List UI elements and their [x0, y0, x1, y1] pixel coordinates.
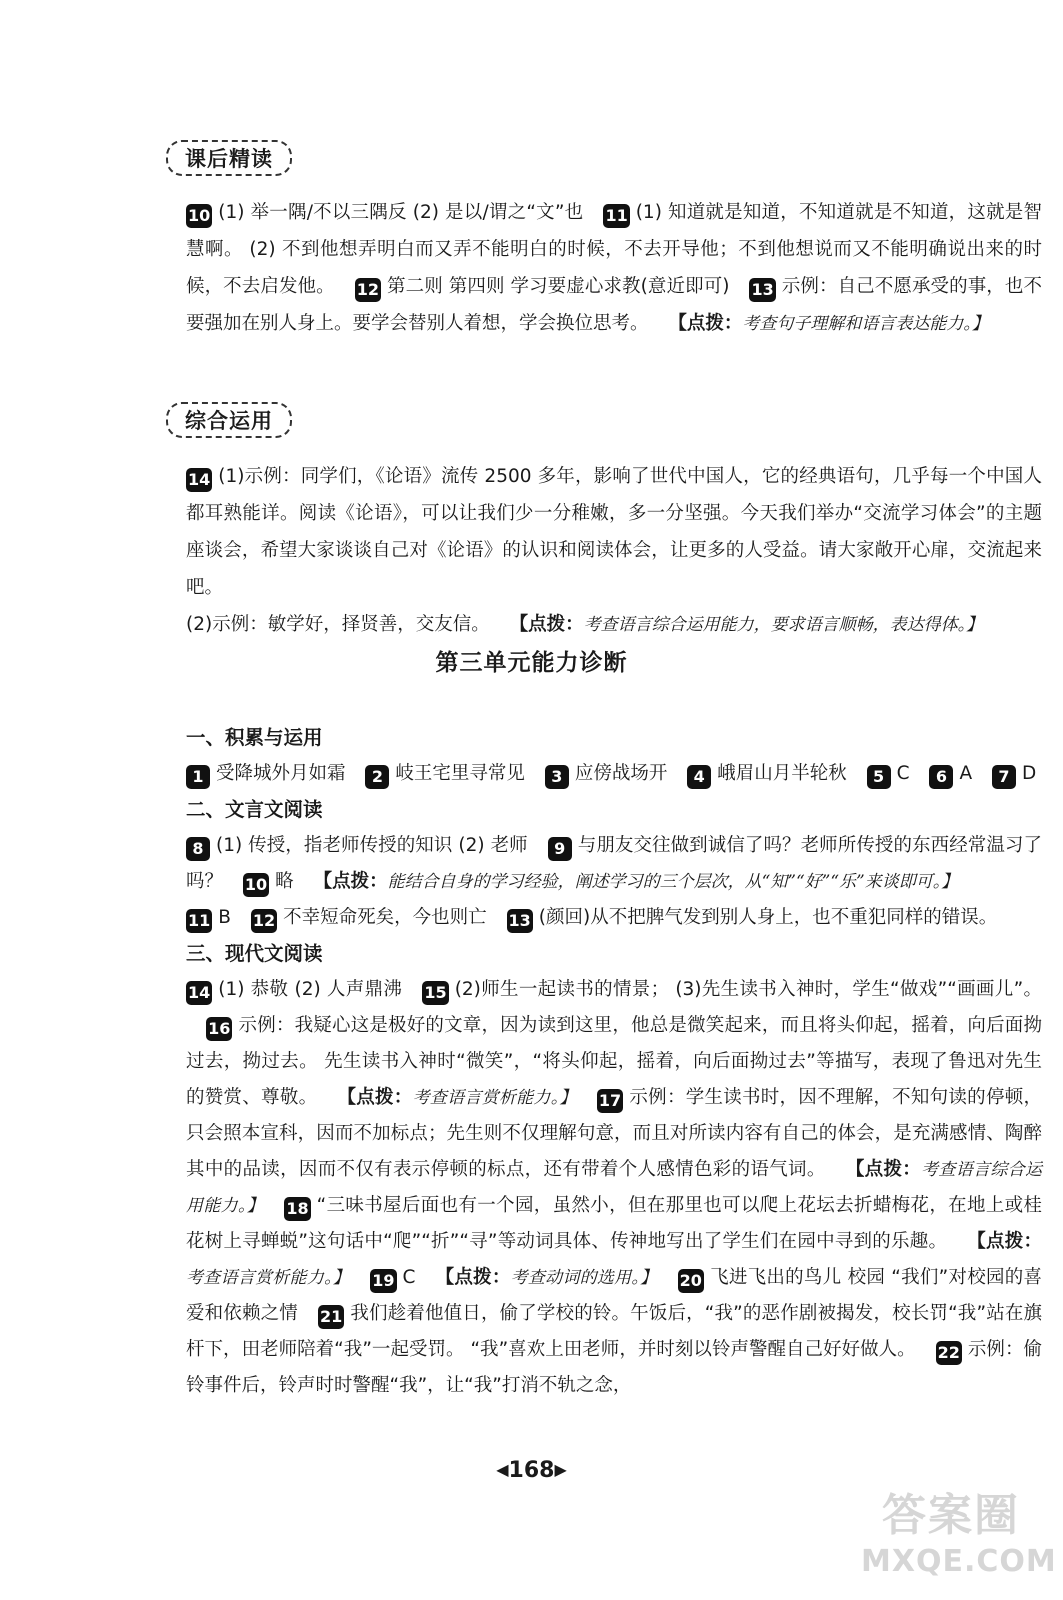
part1-answers	[186, 756, 1042, 792]
hint-label: 【点拨：	[337, 1087, 413, 1108]
hint-text: 考查语言赏析能力。】	[186, 1268, 351, 1288]
question-badge: 13	[507, 909, 533, 933]
answer-text: (2)示例：敏学好，择贤善，交友信。	[186, 614, 490, 635]
answer-text: 示例：学生读书时，因不理解，不知句读的停顿，只会照本宣科，因而不加标点；先生则不仅理解句意，而且对所读内容有自己的体会，是充满感情、陶醉其中的品读，因而不仅有表示停顿的标点，还有带着个人感情色彩的语气词。	[186, 1087, 1042, 1180]
question-badge: 11	[603, 204, 629, 228]
answer-text: B	[218, 907, 231, 928]
answer-text: 受降城外月如霜	[216, 763, 346, 784]
practice-paragraph	[186, 606, 1042, 644]
answer-text: A	[959, 763, 973, 784]
question-badge: 12	[251, 909, 277, 933]
hint-text: 能结合自身的学习经验，阐述学习的三个层次，从“知”“好”“乐”来谈即可。】	[387, 872, 959, 892]
answer-text: C	[402, 1267, 416, 1288]
part-heading: 二、文言文阅读	[186, 798, 323, 821]
part-heading: 三、现代文阅读	[186, 942, 323, 965]
answer-text: 我们趁着他值日，偷了学校的铃。午饭后，“我”的恶作剧被揭发，校长罚“我”站在旗杆下，田老师陪着“我”一起受罚。 “我”喜欢上田老师，并时刻以铃声警醒自己好好做人。	[186, 1303, 1042, 1360]
question-badge: 18	[284, 1197, 310, 1221]
question-badge: 13	[749, 278, 775, 302]
answer-text: (1) 传授，指老师传授的知识 (2) 老师	[216, 835, 528, 856]
left-arrow-icon: ◀	[496, 1460, 509, 1479]
question-badge: 20	[678, 1269, 704, 1293]
hint-text: 考查语言综合运用能力。】	[186, 1160, 1042, 1216]
unit-title: 第三单元能力诊断	[435, 650, 628, 676]
question-badge: 3	[545, 765, 569, 789]
question-badge: 8	[186, 837, 210, 861]
hint-label: 【点拨：	[845, 1159, 922, 1180]
watermark-logo: 答案圈	[882, 1490, 1020, 1541]
part3-answers	[186, 972, 1042, 1404]
practice-paragraph	[186, 458, 1042, 606]
answer-text: “三味书屋后面也有一个园，虽然小，但在那里也可以爬上花坛去折蜡梅花，在地上或桂花树上寻蝉蜕”这句话中“爬”“折”“寻”等动词具体、传神地写出了学生们在园中寻到的乐趣。	[186, 1195, 1042, 1252]
answer-text: 与朋友交往做到诚信了吗？老师所传授的东西经常温习了吗？	[186, 835, 1042, 892]
hint-label: 【点拨：	[313, 871, 388, 892]
question-badge: 14	[186, 981, 212, 1005]
question-badge: 22	[936, 1341, 962, 1365]
answer-text: C	[896, 763, 910, 784]
answer-text: (颜回)从不把脾气发到别人身上，也不重犯同样的错误。	[538, 907, 998, 928]
answer-text: (1)示例：同学们，《论语》流传 2500 多年，影响了世代中国人，它的经典语句，几乎每一个中国人都耳熟能详。阅读《论语》，可以让我们少一分稚嫩，多一分坚强。今天我们举办“交流学习体会”的主题座谈会，希望大家谈谈自己对《论语》的认识和阅读体会，让更多的人受益。请大家敞开心扉，交流起来吧。	[186, 466, 1042, 598]
question-badge: 15	[422, 981, 448, 1005]
watermark-site: MXQE.COM	[861, 1544, 1057, 1579]
question-badge: 4	[687, 765, 711, 789]
answer-text: 第二则 第四则 学习要虚心求教(意近即可)	[386, 276, 730, 297]
answer-text: 示例：我疑心这是极好的文章，因为读到这里，他总是微笑起来，而且将头仰起，摇着，向后面拗过去，拗过去。 先生读书入神时“微笑”，“将头仰起，摇着，向后面拗过去”等描写，表现了鲁迅对先生的赞赏、尊敬。	[186, 1015, 1042, 1108]
hint-text: 考查语言综合运用能力，要求语言顺畅，表达得体。】	[583, 615, 984, 635]
answer-text: D	[1021, 763, 1037, 784]
question-badge: 14	[186, 468, 212, 492]
page-number-text: 168	[508, 1458, 555, 1483]
hint-text: 考查动词的选用。】	[510, 1268, 658, 1288]
answer-text: 不幸短命死矣，今也则亡	[283, 907, 487, 928]
part-heading: 一、积累与运用	[186, 726, 323, 749]
question-badge: 11	[186, 909, 212, 933]
answer-text: 示例：偷铃事件后，铃声时时警醒“我”，让“我”打消不轨之念，	[186, 1339, 1042, 1396]
answer-text: 略	[275, 871, 294, 892]
page-number	[0, 1458, 1063, 1483]
question-badge: 21	[318, 1305, 344, 1329]
question-badge: 19	[370, 1269, 396, 1293]
question-badge: 12	[355, 278, 381, 302]
section-tag-reading: 课后精读	[166, 140, 292, 176]
practice-answers	[186, 458, 1042, 644]
answer-text: 应傍战场开	[574, 763, 668, 784]
unit-answers	[186, 720, 1042, 1404]
answer-text: 峨眉山月半轮秋	[717, 763, 847, 784]
hint-text: 考查语言赏析能力。】	[412, 1088, 577, 1108]
question-badge: 17	[597, 1089, 623, 1113]
question-badge: 6	[929, 765, 953, 789]
question-badge: 5	[867, 765, 891, 789]
question-badge: 9	[548, 837, 572, 861]
answer-text: 岐王宅里寻常见	[395, 763, 525, 784]
part2-answers	[186, 828, 1042, 900]
hint-label: 【点拨：	[435, 1267, 511, 1288]
answer-text: (1) 知道就是知道，不知道就是不知道，这就是智慧啊。 (2) 不到他想弄明白而又弄不能明白的时候，不去开导他；不到他想说而又不能明确说出来的时候，不去启发他。	[186, 202, 1042, 297]
section-tag-practice: 综合运用	[166, 402, 292, 438]
hint-label: 【点拨：	[668, 313, 743, 334]
reading-paragraph	[186, 194, 1042, 343]
question-badge: 16	[206, 1017, 232, 1041]
answer-text: (1) 恭敬 (2) 人声鼎沸	[218, 979, 403, 1000]
question-badge: 10	[186, 204, 212, 228]
answer-text: 飞进飞出的鸟儿 校园 “我们”对校园的喜爱和依赖之情	[186, 1267, 1042, 1324]
question-badge: 1	[186, 765, 210, 789]
question-badge: 10	[243, 873, 269, 897]
question-badge: 7	[992, 765, 1016, 789]
hint-text: 考查句子理解和语言表达能力。】	[742, 314, 989, 334]
answer-text: (1) 举一隅/不以三隅反 (2) 是以/谓之“文”也	[218, 202, 584, 223]
hint-label: 【点拨：	[509, 614, 584, 635]
hint-label: 【点拨：	[967, 1231, 1042, 1252]
right-arrow-icon: ▶	[554, 1460, 567, 1479]
reading-answers	[186, 194, 1042, 343]
part2-answers-cont	[186, 900, 1042, 936]
question-badge: 2	[365, 765, 389, 789]
watermark	[861, 1488, 1057, 1588]
answer-text: 示例：自己不愿承受的事，也不要强加在别人身上。要学会替别人着想，学会换位思考。	[186, 276, 1042, 334]
answer-text: (2)师生一起读书的情景； (3)先生读书入神时，学生“做戏”“画画儿”。	[454, 979, 1042, 1000]
